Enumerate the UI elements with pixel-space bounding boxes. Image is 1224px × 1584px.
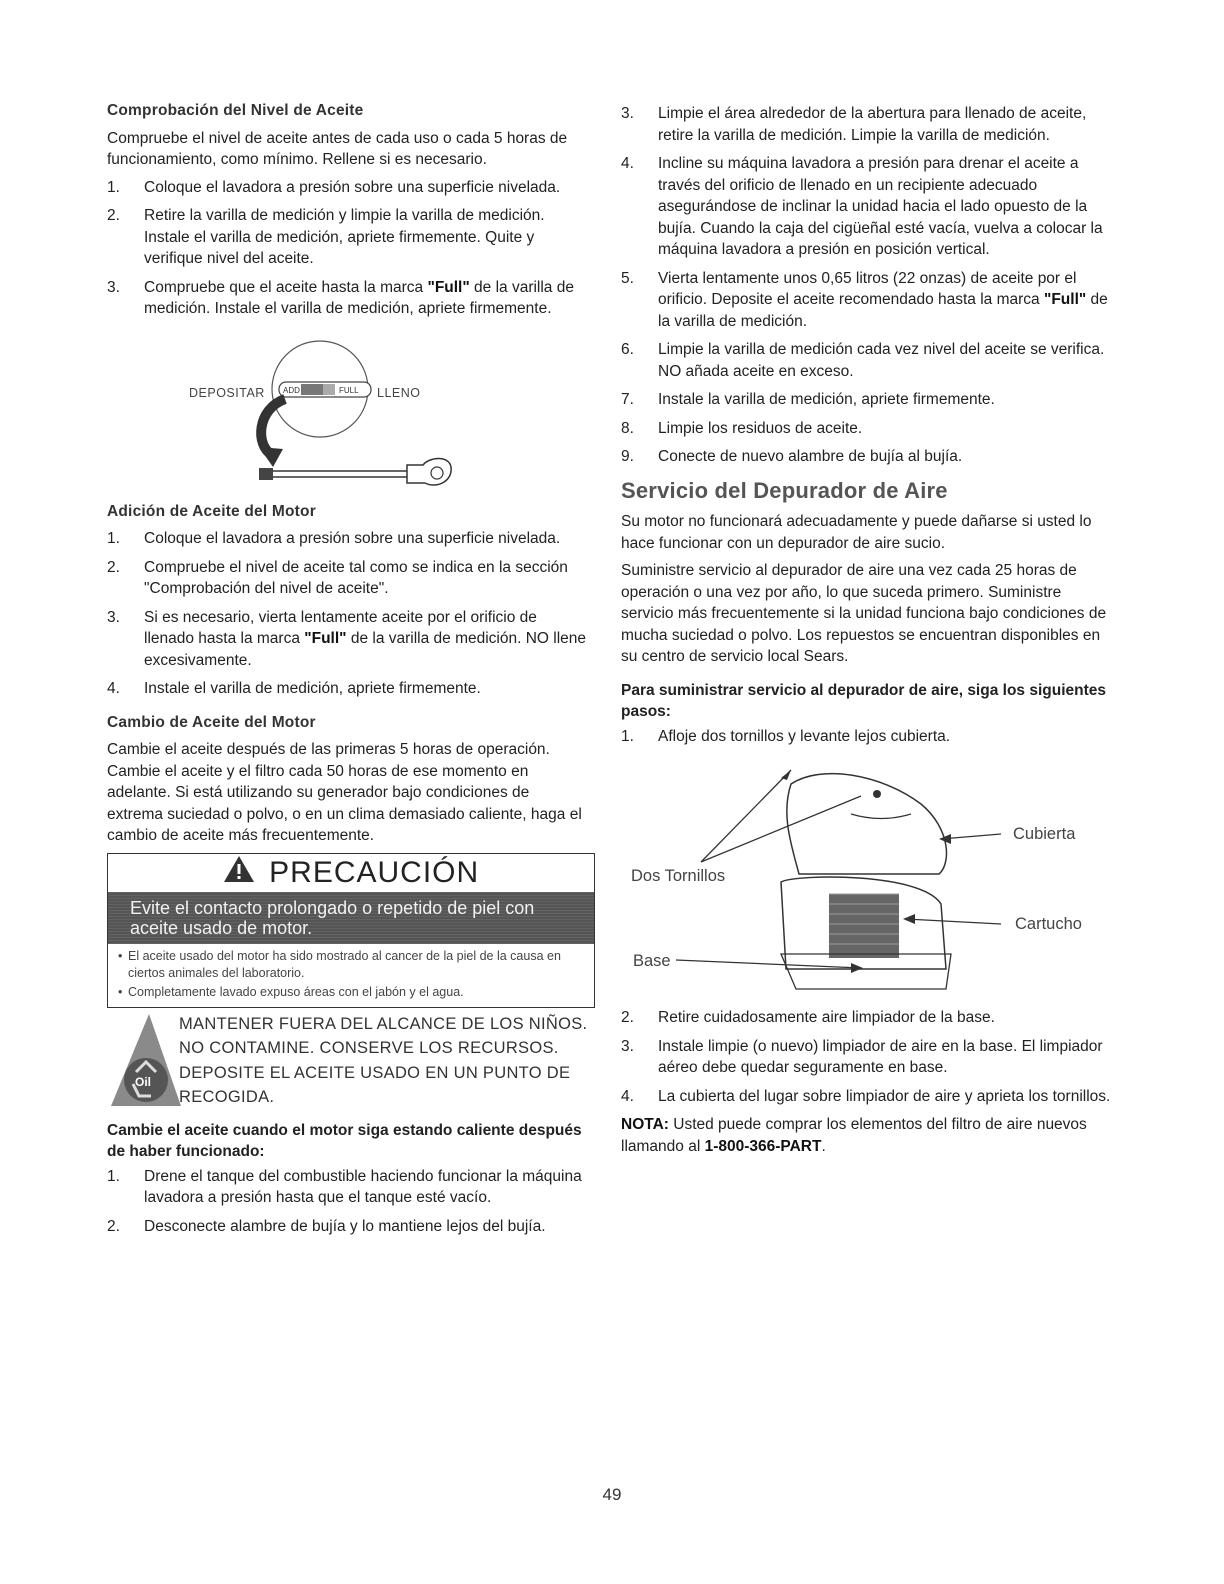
step-text: de la varilla de medición. Instale el varilla de medición, apriete firmemente. (144, 278, 574, 317)
list-item (107, 607, 589, 672)
step-number: 3. (621, 1037, 634, 1055)
step-text: Limpie la varilla de medición cada vez nivel del aceite se verifica. NO añada aceite en exceso. (658, 341, 1105, 380)
step-number: 3. (107, 278, 120, 296)
list-item (621, 153, 1111, 261)
list-item: • El aceite usado del motor ha sido mostrado al cancer de la piel de la causa en ciertos animales del laboratorio. (118, 948, 586, 982)
step-text: Vierta lentamente unos 0,65 litros (22 onzas) de aceite por el orificio. Deposite el aceite recomendado hasta la marca (658, 269, 1077, 308)
step-number: 8. (621, 419, 634, 437)
full-mark-text: "Full" (304, 630, 347, 647)
list-item (107, 528, 589, 550)
recycle-text: MANTENER FUERA DEL ALCANCE DE LOS NIÑOS. NO CONTAMINE. CONSERVE LOS RECURSOS. DEPOSITE EL ACEITE USADO EN UN PUNTO DE RECOGIDA. (179, 1014, 588, 1106)
step-number: 9. (621, 448, 634, 465)
list-item (107, 1216, 589, 1238)
recycle-notice (107, 1012, 589, 1108)
step-text: Coloque el lavadora a presión sobre una superficie nivelada. (144, 530, 561, 547)
list-item (621, 103, 1111, 146)
step-number: 1. (107, 1167, 120, 1185)
air-cleaner-subheading: Para suministrar servicio al depurador de aire, siga los siguientes pasos: (621, 681, 1106, 720)
step-number: 3. (107, 608, 120, 626)
list-item (621, 339, 1111, 382)
step-text: Drene el tanque del combustible haciendo funcionar la máquina lavadora a presión hasta que el tanque esté vacío. (144, 1167, 582, 1206)
list-item: • Completamente lavado expuso áreas con el jabón y el agua. (118, 984, 586, 1001)
caution-header (108, 854, 594, 892)
dipstick-figure (107, 327, 589, 497)
step-number: 5. (621, 269, 634, 287)
step-text: Compruebe el nivel de aceite tal como se indica en la sección "Comprobación del nivel de aceite". (144, 558, 568, 597)
caution-title: PRECAUCIÓN (269, 855, 480, 889)
air-cleaner-steps (621, 1007, 1111, 1107)
gauge-full-text: FULL (339, 385, 359, 395)
step-number: 2. (107, 1217, 120, 1235)
full-mark-text: "Full" (1043, 291, 1087, 308)
left-column (107, 100, 589, 1244)
caution-box (107, 853, 595, 1008)
full-mark-text: "Full" (427, 278, 470, 296)
step-number: 4. (107, 680, 120, 697)
step-text: Si es necesario, vierta lentamente aceite por el orificio de llenado hasta la marca (144, 608, 537, 647)
list-item (621, 1036, 1111, 1079)
air-cleaner-p1: Su motor no funcionará adecuadamente y puede dañarse si usted lo hace funcionar con un depurador de aire sucio. (621, 513, 1092, 552)
right-column (621, 103, 1111, 1157)
cover-label: Cubierta (1013, 825, 1076, 843)
step-text: Instale la varilla de medición, apriete firmemente. (658, 391, 995, 408)
base-label: Base (633, 952, 671, 970)
oil-level-intro: Compruebe el nivel de aceite antes de cada uso o cada 5 horas de funcionamiento, como mínimo. Rellene si es necesario. (107, 129, 568, 168)
step-text: Retire la varilla de medición y limpie la varilla de medición. Instale el varilla de medición, apriete firmemente. Quite y verifique nivel del aceite. (144, 207, 545, 267)
oil-recycle-icon (111, 1012, 181, 1113)
list-item (621, 418, 1111, 440)
step-text: Limpie el área alrededor de la abertura para llenado de aceite, retire la varilla de medición. Limpie la varilla de medición. (658, 105, 1087, 144)
note-paragraph (621, 1114, 1111, 1157)
phone-number: 1-800-366-PART (704, 1137, 822, 1155)
step-number: 6. (621, 341, 634, 358)
gauge-add-text: ADD (283, 385, 300, 395)
step-number: 1. (621, 727, 634, 745)
step-text: Retire cuidadosamente aire limpiador de la base. (658, 1009, 995, 1026)
note-text: Usted puede comprar los elementos del filtro de aire nuevos llamando al (621, 1116, 1087, 1155)
oil-change-steps (621, 103, 1111, 468)
step-text: Instale limpie (o nuevo) limpiador de aire en la base. El limpiador aéreo debe quedar seguramente en base. (658, 1037, 1103, 1076)
screws-label: Dos Tornillos (631, 867, 726, 885)
note-label: NOTA: (621, 1116, 669, 1133)
step-number: 1. (107, 530, 120, 547)
step-number: 4. (621, 155, 634, 172)
step-number: 3. (621, 105, 634, 122)
air-cleaner-figure (621, 754, 1111, 999)
list-item (621, 726, 1111, 748)
oil-level-steps (107, 177, 589, 320)
step-number: 7. (621, 391, 634, 408)
step-text: Instale el varilla de medición, apriete firmemente. (144, 680, 481, 697)
list-item (621, 446, 1111, 468)
step-text: Coloque el lavadora a presión sobre una superficie nivelada. (144, 178, 561, 196)
add-oil-steps (107, 528, 589, 700)
warm-engine-heading: Cambie el aceite cuando el motor siga estando caliente después de haber funcionado: (107, 1121, 582, 1160)
list-item (107, 205, 589, 270)
step-number: 2. (107, 558, 120, 576)
list-item (621, 268, 1111, 333)
caution-bullets (108, 944, 594, 1007)
add-label: DEPOSITAR (189, 385, 265, 400)
step-number: 2. (621, 1009, 634, 1026)
step-text: de la varilla de medición. NO llene excesivamente. (144, 630, 587, 669)
step-text: La cubierta del lugar sobre limpiador de aire y aprieta los tornillos. (658, 1087, 1111, 1105)
step-text: Afloje dos tornillos y levante lejos cubierta. (658, 727, 951, 745)
step-number: 2. (107, 207, 120, 224)
add-oil-heading: Adición de Aceite del Motor (107, 502, 316, 520)
oil-icon-text: Oil (135, 1074, 152, 1089)
air-cleaner-step1 (621, 726, 1111, 748)
step-text: Limpie los residuos de aceite. (658, 419, 863, 437)
step-text: Desconecte alambre de bujía y lo mantiene lejos del bujía. (144, 1217, 546, 1235)
note-end: . (821, 1137, 826, 1155)
list-item (107, 557, 589, 600)
list-item (621, 389, 1111, 411)
step-number: 4. (621, 1087, 634, 1105)
warning-triangle-icon (223, 855, 255, 890)
list-item (107, 177, 589, 199)
step-number: 1. (107, 178, 120, 196)
oil-level-heading: Comprobación del Nivel de Aceite (107, 102, 364, 119)
step-text: de la varilla de medición. (658, 291, 1108, 330)
warm-engine-steps (107, 1166, 589, 1238)
full-label: LLENO (377, 385, 421, 400)
list-item (107, 1166, 589, 1209)
page-number: 49 (602, 1485, 622, 1504)
list-item (621, 1086, 1111, 1108)
air-cleaner-heading: Servicio del Depurador de Aire (621, 477, 948, 503)
change-oil-text: Cambie el aceite después de las primeras 5 horas de operación. Cambie el aceite y el filtro cada 50 horas de ese momento en adelante. Si está utilizando su generador bajo condiciones de extrema suciedad o polvo, o en un clima demasiado caliente, haga el cambio de aceite más frecuentemente. (107, 741, 582, 844)
change-oil-heading: Cambio de Aceite del Motor (107, 713, 316, 731)
list-item (621, 1007, 1111, 1029)
cartridge-label: Cartucho (1015, 915, 1082, 933)
list-item (107, 277, 589, 320)
list-item (107, 678, 589, 700)
step-text: Compruebe que el aceite hasta la marca (144, 278, 428, 296)
dipstick-illustration (107, 327, 589, 497)
step-text: Conecte de nuevo alambre de bujía al bujía. (658, 448, 963, 465)
air-cleaner-p2: Suministre servicio al depurador de aire una vez cada 25 horas de operación o una vez por año, lo que suceda primero. Suministre servicio más frecuentemente si la unidad funciona bajo condiciones de mucha suciedad o polvo. Los repuestos se encuentran disponibles en su centro de servicio local Sears. (621, 562, 1107, 665)
step-text: Incline su máquina lavadora a presión para drenar el aceite a través del orificio de llenado en un recipiente adecuado asegurándose de inclinar la unidad hacia el lado opuesto de la bujía. Cuando la caja del cigüeñal esté vacía, vuelva a colocar la máquina lavadora a presión en posición vertical. (658, 155, 1103, 258)
caution-band: Evite el contacto prolongado o repetido de piel con aceite usado de motor. (108, 892, 594, 944)
